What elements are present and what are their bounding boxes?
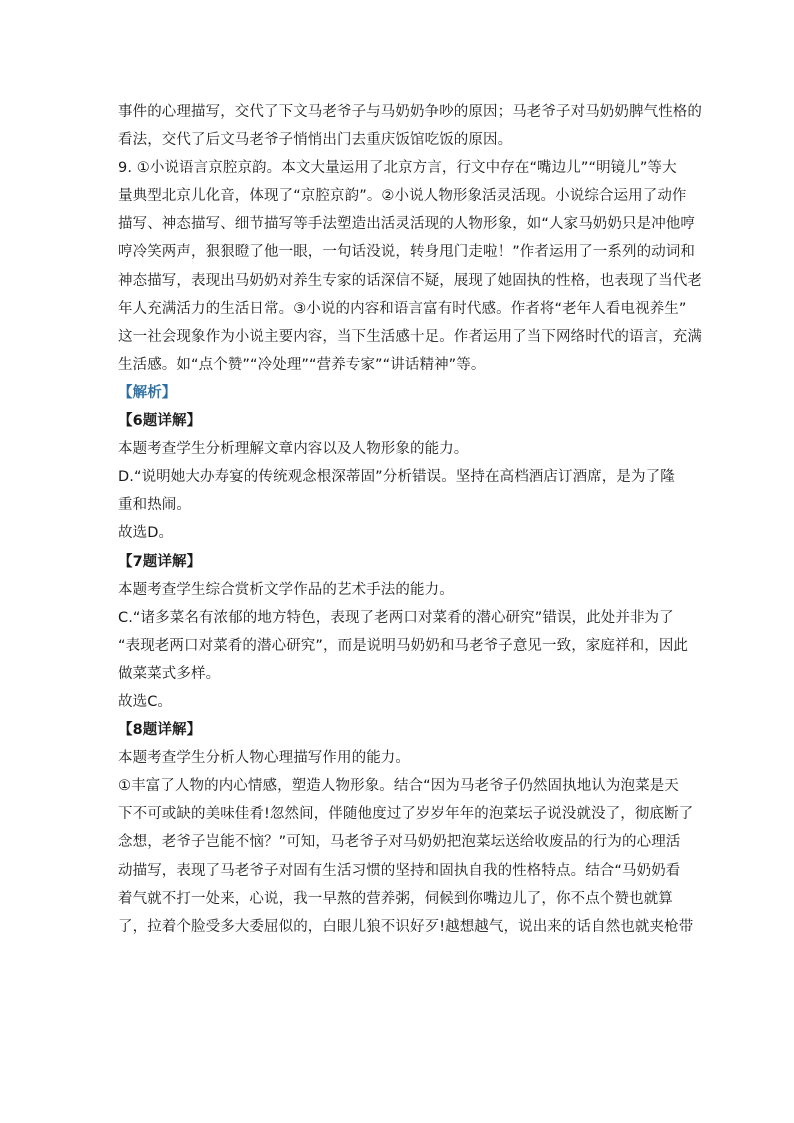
text-line: 本题考查学生分析人物心理描写作用的能力。 (118, 750, 410, 767)
text-line: 量典型北京儿化音，体现了“京腔京韵”。②小说人物形象活灵活现。小说综合运用了动作 (118, 188, 687, 205)
question-7-heading: 【7题详解】 (118, 553, 202, 570)
text-line: 年人充满活力的生活日常。③小说的内容和语言富有时代感。作者将“老年人看电视养生” (118, 300, 687, 317)
text-line: 9. ①小说语言京腔京韵。本文大量运用了北京方言，行文中存在“嘴边儿”“明镜儿”等大 (118, 160, 677, 177)
text-line: 念想，老爷子岂能不恼？”可知，马老爷子对马奶奶把泡菜坛送给收废品的行为的心理活 (118, 834, 681, 851)
text-line: 生活感。如“点个赞”“冷处理”“营养专家”“讲话精神”等。 (118, 356, 486, 373)
text-line: “表现老两口对菜肴的潜心研究”，而是说明马奶奶和马老爷子意见一致，家庭祥和，因此 (118, 637, 689, 654)
text-line: 下不可或缺的美味佳肴!忽然间，伴随他度过了岁岁年年的泡菜坛子说没就没了，彻底断了 (118, 806, 694, 823)
question-8-heading: 【8题详解】 (118, 722, 202, 739)
text-line: 看法，交代了后文马老爷子悄悄出门去重庆饭馆吃饭的原因。 (118, 132, 513, 149)
text-line: C.“诸多菜名有浓郁的地方特色，表现了老两口对菜肴的潜心研究”错误，此处并非为了 (118, 609, 674, 626)
text-line: 了，拉着个脸受多大委屈似的，白眼儿狼不识好歹!越想越气，说出来的话自然也就夹枪带 (118, 918, 694, 935)
text-line: 本题考查学生综合赏析文学作品的艺术手法的能力。 (118, 581, 454, 598)
text-line: 事件的心理描写，交代了下文马老爷子与马奶奶争吵的原因；马老爷子对马奶奶脾气性格的 (118, 104, 702, 120)
document-body (118, 98, 702, 941)
text-line: 神态描写，表现出马奶奶对养生专家的话深信不疑，展现了她固执的性格，也表现了当代老 (118, 272, 702, 289)
text-line: 做菜菜式多样。 (118, 665, 221, 682)
text-line: D.“说明她大办寿宴的传统观念根深蒂固”分析错误。坚持在高档酒店订酒席，是为了隆 (118, 469, 675, 486)
text-line: 描写、神态描写、细节描写等手法塑造出活灵活现的人物形象，如“人家马奶奶只是冲他哼 (118, 216, 696, 233)
answer-line: 故选C。 (118, 693, 173, 710)
text-line: 着气就不打一处来，心说，我一早熬的营养粥，伺候到你嘴边儿了，你不点个赞也就算 (118, 890, 673, 907)
text-line: 动描写，表现了马老爷子对固有生活习惯的坚持和固执自我的性格特点。结合“马奶奶看 (118, 862, 681, 879)
text-line: ①丰富了人物的内心情感，塑造人物形象。结合“因为马老爷子仍然固执地认为泡菜是天 (118, 778, 679, 795)
analysis-heading: 【解析】 (118, 384, 177, 401)
text-line: 哼冷笑两声，狠狠瞪了他一眼，一句话没说，转身甩门走啦！”作者运用了一系列的动词和 (118, 244, 696, 261)
text-line: 这一社会现象作为小说主要内容，当下生活感十足。作者运用了当下网络时代的语言，充满 (118, 328, 702, 345)
text-line: 重和热闹。 (118, 497, 191, 514)
answer-line: 故选D。 (118, 525, 174, 542)
question-6-heading: 【6题详解】 (118, 413, 202, 430)
text-line: 本题考查学生分析理解文章内容以及人物形象的能力。 (118, 441, 469, 458)
